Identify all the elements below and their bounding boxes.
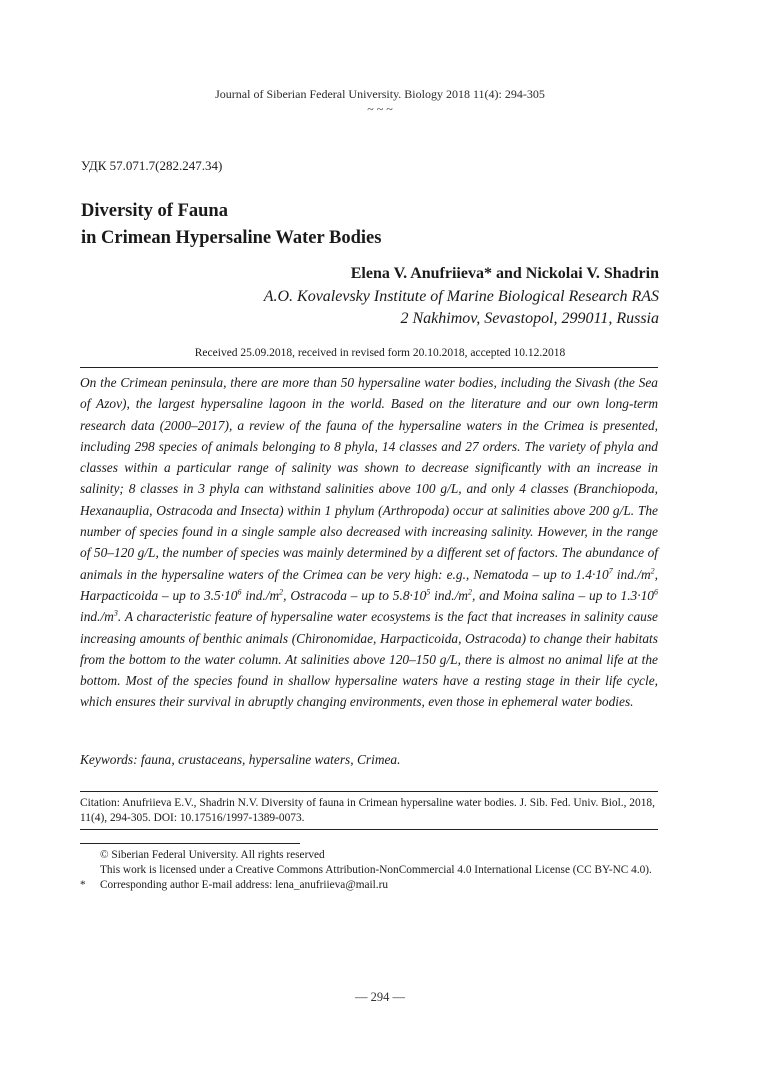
authors: Elena V. Anufriieva* and Nickolai V. Shadrin bbox=[350, 265, 659, 282]
corresponding-author-note bbox=[80, 878, 680, 893]
exponent: 2 bbox=[279, 587, 284, 597]
exponent: 6 bbox=[654, 587, 658, 597]
footnotes bbox=[80, 848, 680, 893]
exponent: 2 bbox=[467, 587, 472, 597]
citation: Citation: Anufriieva E.V., Shadrin N.V. Diversity of fauna in Crimean hypersaline water bodies. J. Sib. Fed. Univ. Biol., 2018, 11(4), 294-305. DOI: 10.17516/1997-1389-0073. bbox=[80, 797, 655, 824]
keywords: Keywords: fauna, crustaceans, hypersaline waters, Crimea. bbox=[80, 752, 401, 767]
citation-bottom-rule bbox=[80, 829, 658, 830]
title-line-1: Diversity of Fauna bbox=[81, 201, 228, 221]
copyright-text: © Siberian Federal University. All rights reserved bbox=[100, 849, 325, 861]
page-number: — 294 — bbox=[355, 990, 405, 1004]
abstract-text: ind./m bbox=[612, 566, 651, 582]
abstract-text: On the Crimean peninsula, there are more than 50 hypersaline water bodies, including the Sivash (the Sea of Azov), the largest hypersaline lagoon in the world. Based on the literature and our own long-term research data (2000–2017), a review of the fauna of the hypersaline waters in the Crimea is presented, including 298 species of animals belonging to 8 phyla, 14 classes and 27 orders. The variety of phyla and classes within a particular range of salinity was shown to decrease significantly with an increase in salinity; 8 classes in 3 phyla can withstand salinities above 100 g/L, and only 4 classes (Branchiopoda, Hexanauplia, Ostracoda and Insecta) within 1 phylum (Arthropoda) occur at salinities above 200 g/L. The number of species found in a single sample also decreased with increasing salinity. However, in the range of 50–120 g/L, the number of species was mainly determined by a different set of factors. The abundance of animals in the hypersaline waters of the Crimea can be very high: e.g., Nematoda – up to 1.4·10 bbox=[80, 375, 658, 582]
abstract bbox=[80, 372, 658, 713]
header-ornament: ~ ~ ~ bbox=[367, 102, 393, 116]
abstract-text: ind./m bbox=[80, 609, 114, 625]
exponent: 2 bbox=[650, 566, 655, 576]
abstract-text: , and Moina salina – up to 1.3·10 bbox=[471, 587, 654, 603]
affiliation-line-1: A.O. Kovalevsky Institute of Marine Biological Research RAS bbox=[263, 288, 659, 305]
abstract-text: ind./m bbox=[241, 587, 280, 603]
abstract-text: . A characteristic feature of hypersaline water ecosystems is the fact that increases in salinity cause increasing amounts of benthic animals (Chironomidae, Harpacticoida, Ostracoda) to change their habitats from the bottom to the water column. At salinities above 120–150 g/L, there is almost no animal life at the bottom. Most of the species found in shallow hypersaline waters have a resting stage in their life cycle, which ensures their survival in abruptly changing environments, even those in ephemeral water bodies. bbox=[80, 609, 658, 710]
title-line-2: in Crimean Hypersaline Water Bodies bbox=[81, 228, 382, 248]
license-note bbox=[80, 863, 680, 878]
asterisk-mark: * bbox=[80, 879, 86, 891]
copyright-note bbox=[80, 848, 680, 863]
abstract-text: ind./m bbox=[430, 587, 468, 603]
abstract-top-rule bbox=[80, 367, 658, 368]
abstract-text: , Ostracoda – up to 5.8·10 bbox=[283, 587, 427, 603]
exponent: 6 bbox=[237, 587, 242, 597]
license-text: This work is licensed under a Creative Commons Attribution-NonCommercial 4.0 International License (CC BY-NC 4.0). bbox=[100, 864, 652, 876]
received-dates: Received 25.09.2018, received in revised form 20.10.2018, accepted 10.12.2018 bbox=[194, 347, 566, 359]
affiliation bbox=[264, 286, 659, 330]
footnote-rule bbox=[80, 843, 300, 844]
abstract-text: , Harpacticoida – up to 3.5·10 bbox=[80, 566, 658, 603]
journal-header: Journal of Siberian Federal University. Biology 2018 11(4): 294-305 bbox=[215, 87, 545, 101]
affiliation-line-2: 2 Nakhimov, Sevastopol, 299011, Russia bbox=[400, 310, 659, 327]
exponent: 3 bbox=[113, 608, 118, 618]
exponent: 7 bbox=[608, 566, 613, 576]
udk-code: УДК 57.071.7(282.247.34) bbox=[81, 158, 223, 173]
citation-top-rule bbox=[80, 791, 658, 792]
exponent: 5 bbox=[426, 587, 431, 597]
article-title bbox=[81, 198, 681, 252]
corresponding-text: Corresponding author E-mail address: lena_anufriieva@mail.ru bbox=[100, 879, 389, 891]
